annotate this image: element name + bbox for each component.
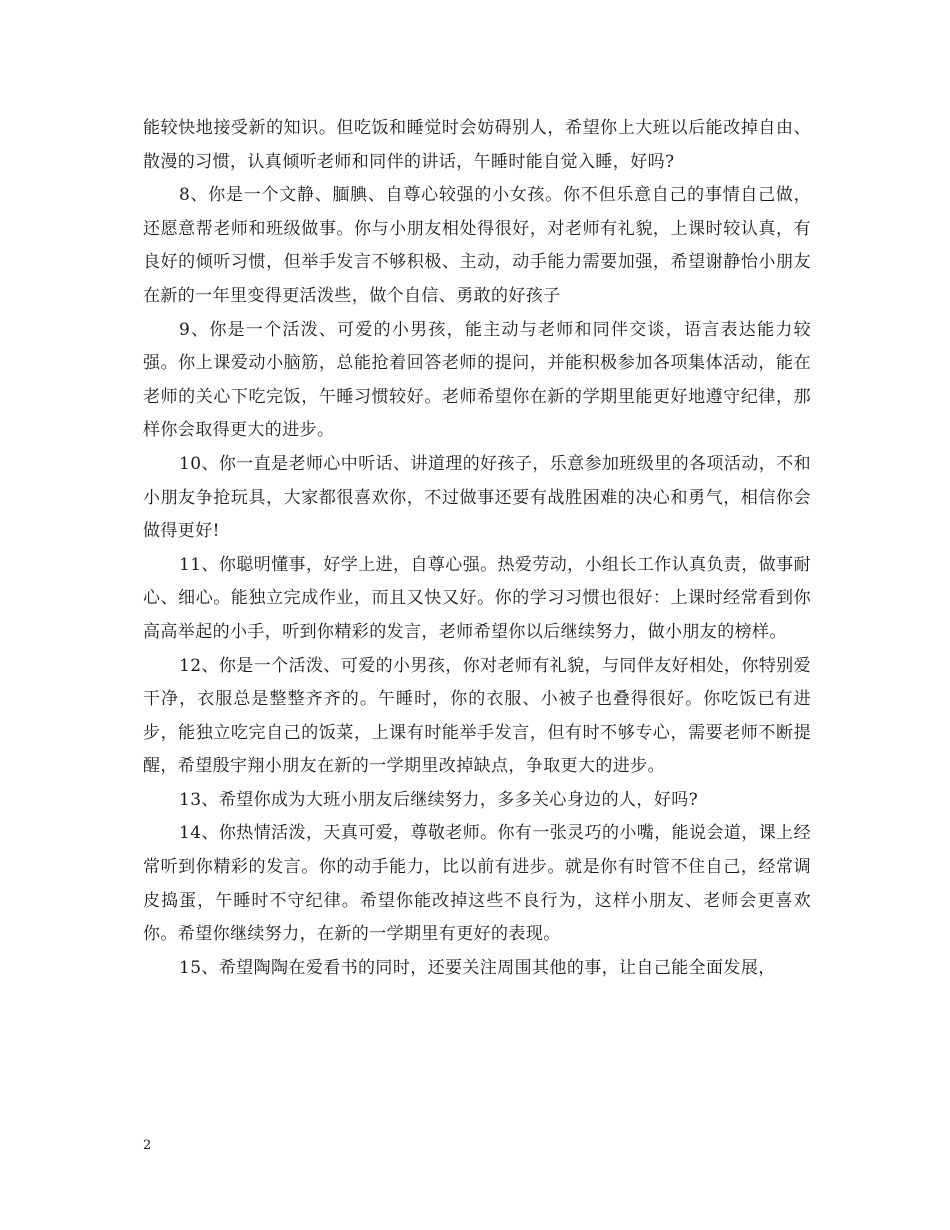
document-body	[143, 112, 811, 985]
paragraph-continuation: 能较快地接受新的知识。但吃饭和睡觉时会妨碍别人，希望你上大班以后能改掉自由、散漫的习惯，认真倾听老师和同伴的讲话，午睡时能自觉入睡，好吗?	[143, 118, 811, 172]
page-number: 2	[143, 1138, 152, 1153]
paragraph-comment-12: 12、你是一个活泼、可爱的小男孩，你对老师有礼貌，与同伴友好相处，你特别爱干净，衣服总是整整齐齐的。午睡时，你的衣服、小被子也叠得很好。你吃饭已有进步，能独立吃完自己的饭菜，上课有时能举手发言，但有时不够专心，需要老师不断提醒，希望殷宇翔小朋友在新的一学期里改掉缺点，争取更大的进步。	[143, 655, 811, 777]
paragraph-comment-14: 14、你热情活泼，天真可爱，尊敬老师。你有一张灵巧的小嘴，能说会道，课上经常听到你精彩的发言。你的动手能力，比以前有进步。就是你有时管不住自己，经常调皮捣蛋，午睡时不守纪律。希望你能改掉这些不良行为，这样小朋友、老师会更喜欢你。希望你继续努力，在新的一学期里有更好的表现。	[143, 823, 811, 945]
paragraph-comment-8: 8、你是一个文静、腼腆、自尊心较强的小女孩。你不但乐意自己的事情自己做，还愿意帮老师和班级做事。你与小朋友相处得很好，对老师有礼貌，上课时较认真，有良好的倾听习惯，但举手发言不够积极、主动，动手能力需要加强，希望谢静怡小朋友在新的一年里变得更活泼些，做个自信、勇敢的好孩子	[143, 185, 811, 306]
paragraph-comment-11: 11、你聪明懂事，好学上进，自尊心强。热爱劳动，小组长工作认真负责，做事耐心、细心。能独立完成作业，而且又快又好。你的学习习惯也很好：上课时经常看到你高高举起的小手，听到你精彩的发言，老师希望你以后继续努力，做小朋友的榜样。	[143, 554, 811, 642]
paragraph-comment-9: 9、你是一个活泼、可爱的小男孩，能主动与老师和同伴交谈，语言表达能力较强。你上课爱动小脑筋，总能抢着回答老师的提问，并能积极参加各项集体活动，能在老师的关心下吃完饭，午睡习惯较好。老师希望你在新的学期里能更好地遵守纪律，那样你会取得更大的进步。	[143, 319, 811, 441]
paragraph-comment-10: 10、你一直是老师心中听话、讲道理的好孩子，乐意参加班级里的各项活动，不和小朋友争抢玩具，大家都很喜欢你，不过做事还要有战胜困难的决心和勇气，相信你会做得更好!	[143, 453, 811, 542]
paragraph-comment-15: 15、希望陶陶在爱看书的同时，还要关注周围其他的事，让自己能全面发展，	[179, 957, 776, 978]
paragraph-comment-13: 13、希望你成为大班小朋友后继续努力，多多关心身边的人，好吗?	[179, 789, 699, 810]
